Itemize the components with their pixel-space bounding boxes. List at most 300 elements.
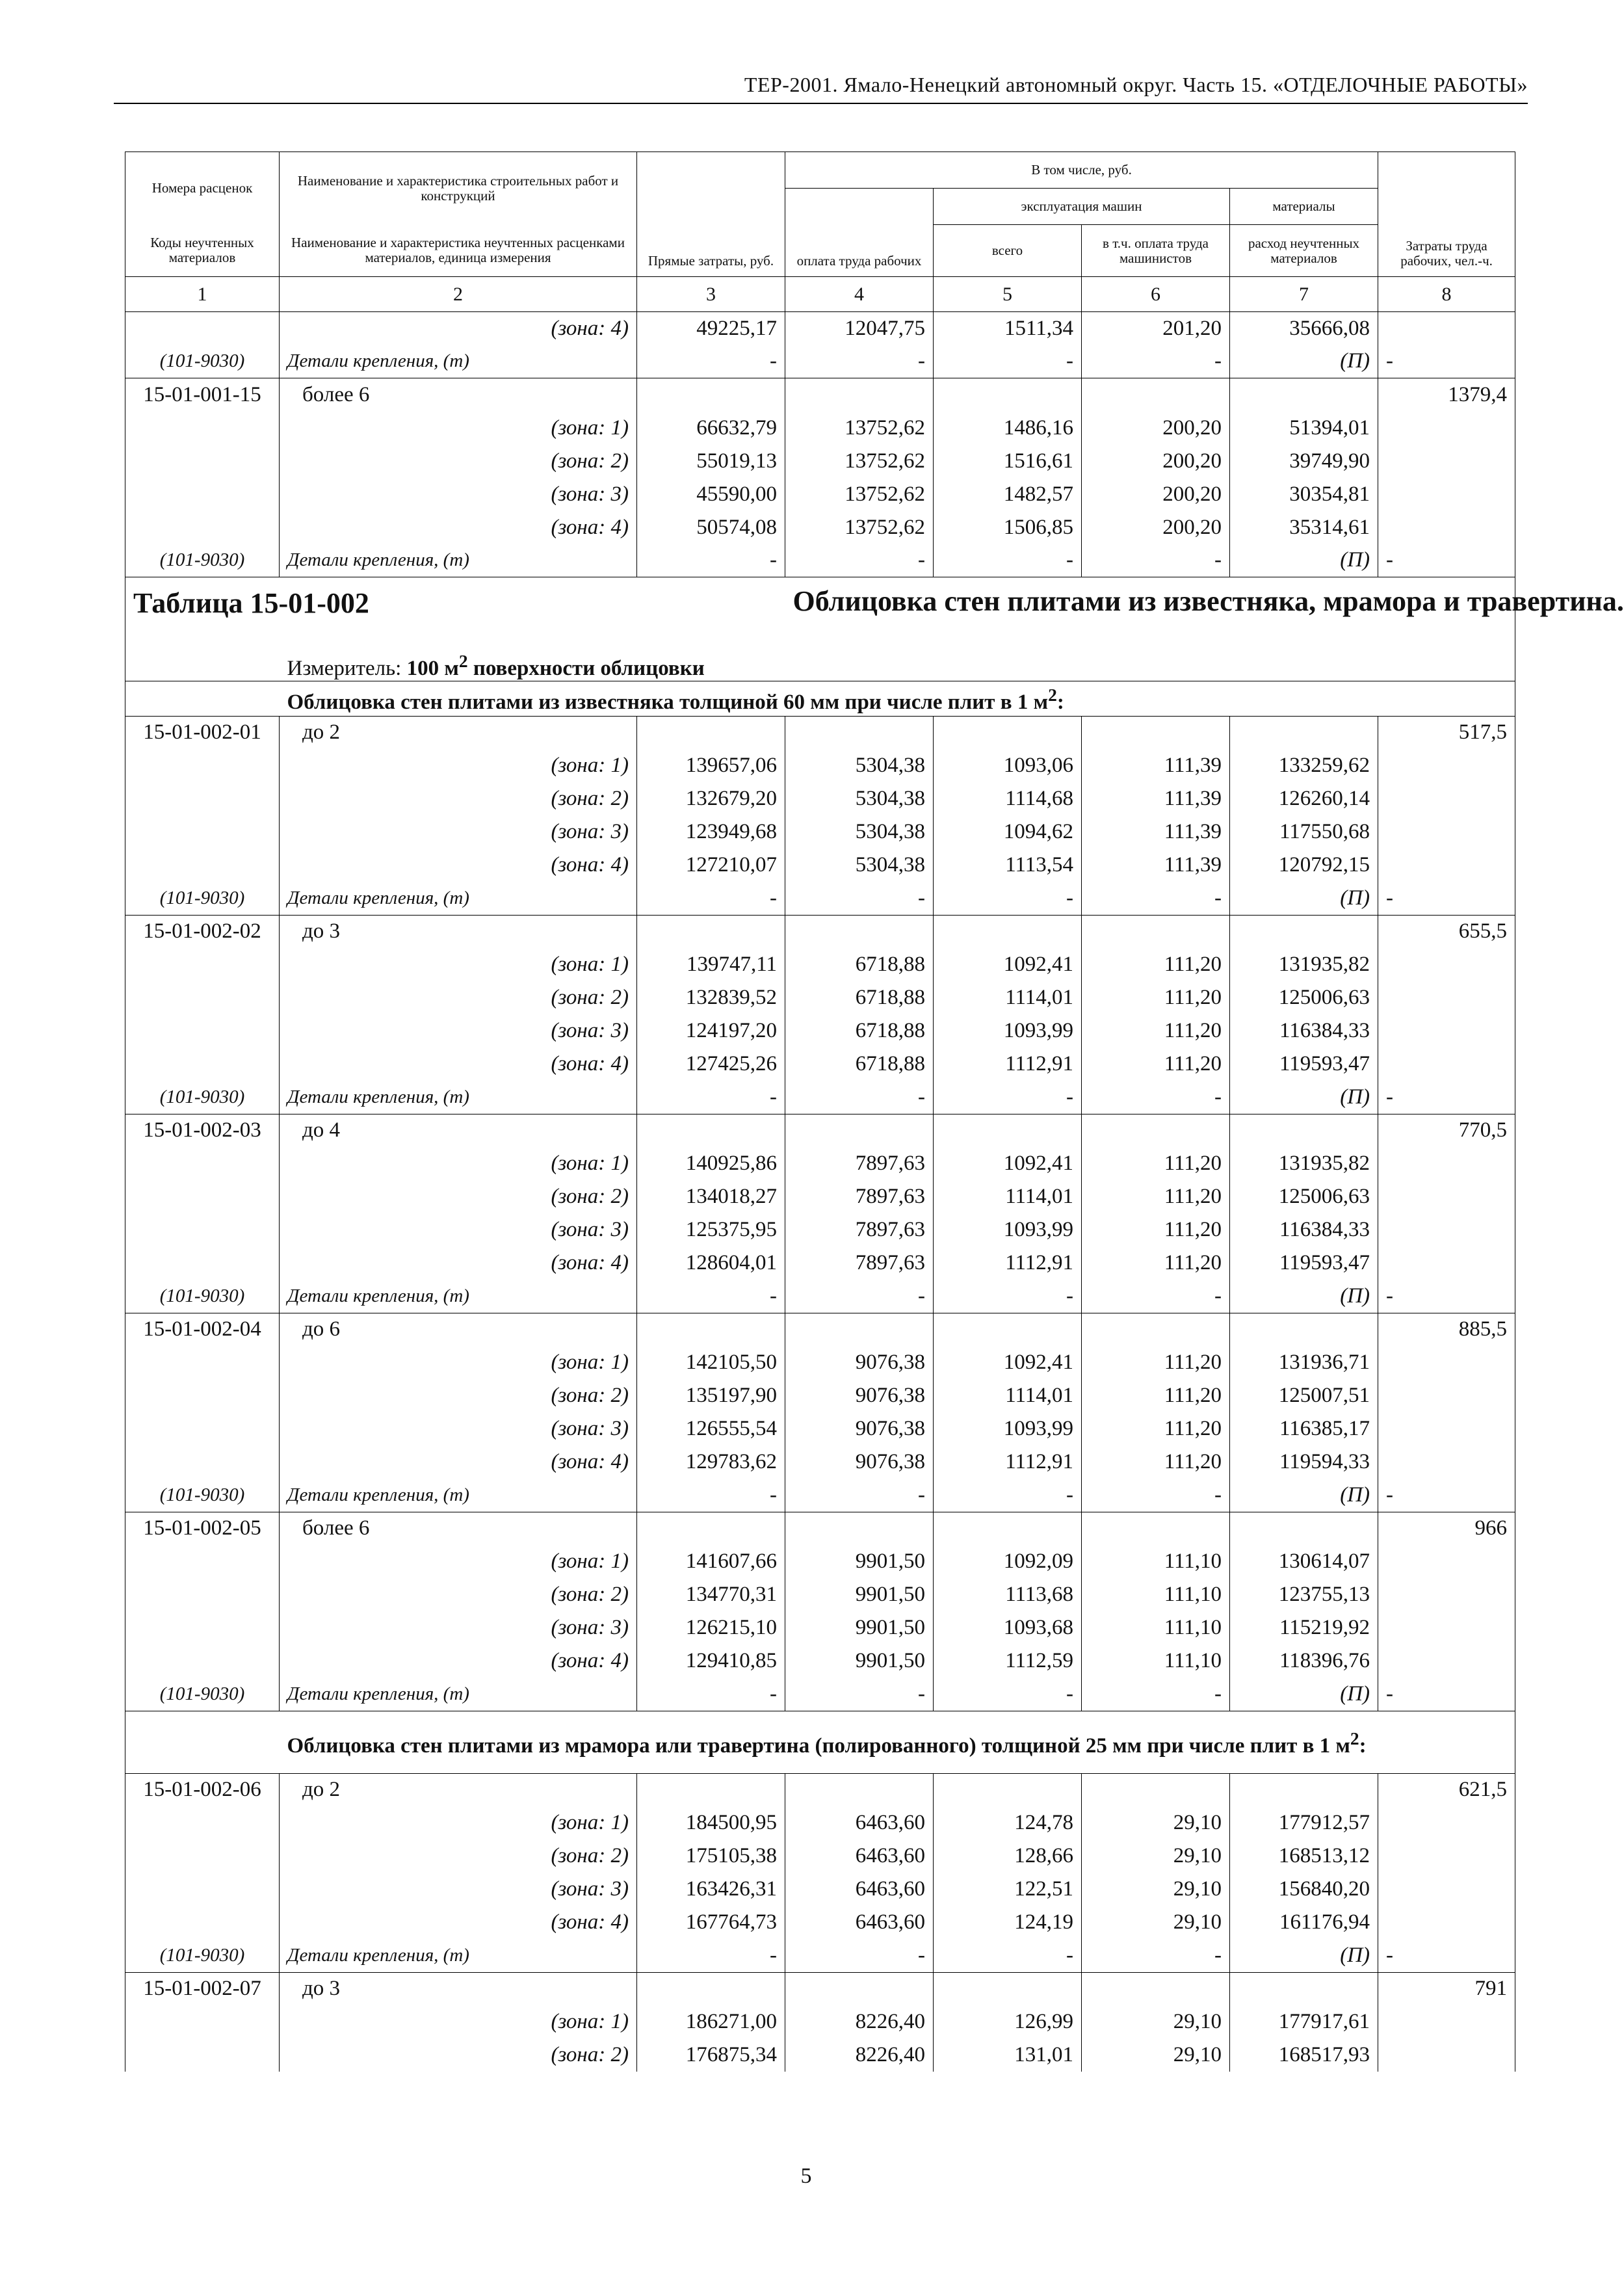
page-number: 5 [800, 2164, 812, 2188]
zone-row [125, 1578, 1515, 1611]
worker-pay-value: 6463,60 [785, 1906, 934, 1939]
worker-pay-value: 7897,63 [785, 1246, 934, 1280]
empty-code-cell [125, 2005, 280, 2038]
dash-value: - [934, 1678, 1082, 1711]
zone-row [125, 1048, 1515, 1081]
material-name: Детали крепления, (т) [280, 1081, 637, 1114]
col-header-work-name: Наименование и характеристика строительных работ и конструкций [280, 152, 637, 225]
zone-row [125, 1014, 1515, 1048]
dash-value: - [637, 882, 785, 915]
materials-value: 118396,76 [1230, 1644, 1378, 1678]
dash-value: - [637, 1479, 785, 1512]
col-header-material-codes: Коды неучтенных материалов [125, 225, 280, 277]
empty [785, 1512, 934, 1545]
operator-pay-value: 29,10 [1082, 1806, 1230, 1839]
machine-total-value: 1093,99 [934, 1412, 1082, 1445]
rate-code: 15-01-002-02 [125, 915, 280, 948]
materials-value: 116385,17 [1230, 1412, 1378, 1445]
unit-sup: 2 [458, 650, 468, 671]
materials-value: 177917,61 [1230, 2005, 1378, 2038]
materials-value: 126260,14 [1230, 782, 1378, 815]
machine-total-value: 1093,06 [934, 749, 1082, 782]
empty-code-cell [125, 1644, 280, 1678]
zone-label: (зона: 1) [280, 412, 637, 445]
machine-total-value: 1093,68 [934, 1611, 1082, 1644]
zone-label: (зона: 1) [280, 749, 637, 782]
rate-name: более 6 [280, 1512, 637, 1545]
direct-costs-value: 132679,20 [637, 782, 785, 815]
machine-total-value: 1093,99 [934, 1014, 1082, 1048]
machine-total-value: 1112,91 [934, 1445, 1082, 1479]
dash-value: - [1082, 1939, 1230, 1972]
machine-total-value: 122,51 [934, 1873, 1082, 1906]
empty [1082, 1114, 1230, 1147]
empty-code-cell [125, 1346, 280, 1379]
materials-value: 116384,33 [1230, 1014, 1378, 1048]
zone-row [125, 1180, 1515, 1213]
zone-label: (зона: 3) [280, 478, 637, 511]
dash-value: - [785, 1081, 934, 1114]
empty-labor-cell [1378, 1246, 1515, 1280]
worker-pay-value: 7897,63 [785, 1213, 934, 1246]
zone-row [125, 511, 1515, 544]
machine-total-value: 1094,62 [934, 815, 1082, 849]
zone-row [125, 1346, 1515, 1379]
worker-pay-value: 9901,50 [785, 1578, 934, 1611]
material-name: Детали крепления, (т) [280, 544, 637, 577]
materials-value: 177912,57 [1230, 1806, 1378, 1839]
empty-code-cell [125, 749, 280, 782]
zone-row [125, 445, 1515, 478]
empty-code-cell [125, 815, 280, 849]
empty-code-cell [125, 1048, 280, 1081]
dash-value: - [934, 1479, 1082, 1512]
rate-row [125, 1114, 1515, 1147]
machine-total-value: 1486,16 [934, 412, 1082, 445]
zone-row [125, 412, 1515, 445]
operator-pay-value: 29,10 [1082, 2005, 1230, 2038]
section-title: Облицовка стен плитами из мрамора или травертина (полированного) толщиной 25 мм при числе плит в 1 $м^2$: [280, 1711, 1515, 1773]
operator-pay-value: 29,10 [1082, 1839, 1230, 1873]
empty-labor-cell [1378, 2038, 1515, 2072]
rate-code: 15-01-002-06 [125, 1773, 280, 1806]
worker-pay-value: 9901,50 [785, 1545, 934, 1578]
materials-value: 35666,08 [1230, 312, 1378, 345]
material-row [125, 1081, 1515, 1114]
machine-total-value: 1114,68 [934, 782, 1082, 815]
empty-code-cell [125, 2038, 280, 2072]
header-rule [114, 103, 1528, 104]
machine-total-value: 1092,41 [934, 948, 1082, 981]
operator-pay-value: 111,10 [1082, 1545, 1230, 1578]
materials-value: 119593,47 [1230, 1246, 1378, 1280]
machine-total-value: 1511,34 [934, 312, 1082, 345]
operator-pay-value: 111,10 [1082, 1611, 1230, 1644]
dash-value: - [934, 1939, 1082, 1972]
direct-costs-value: 135197,90 [637, 1379, 785, 1412]
operator-pay-value: 111,20 [1082, 1445, 1230, 1479]
operator-pay-value: 111,39 [1082, 782, 1230, 815]
material-name: Детали крепления, (т) [280, 1678, 637, 1711]
material-p-marker: (П) [1230, 1081, 1378, 1114]
material-p-marker: (П) [1230, 882, 1378, 915]
empty [934, 1773, 1082, 1806]
materials-value: 117550,68 [1230, 815, 1378, 849]
section-row [125, 1711, 1515, 1773]
rate-name: до 4 [280, 1114, 637, 1147]
col-header-materials: материалы [1230, 189, 1378, 225]
empty-code-cell [125, 1906, 280, 1939]
zone-label: (зона: 3) [280, 815, 637, 849]
direct-costs-value: 163426,31 [637, 1873, 785, 1906]
empty-code-cell [125, 1412, 280, 1445]
worker-pay-value: 13752,62 [785, 412, 934, 445]
dash-value: - [785, 345, 934, 378]
worker-pay-value: 9901,50 [785, 1611, 934, 1644]
empty [785, 1972, 934, 2005]
empty [785, 378, 934, 412]
worker-pay-value: 7897,63 [785, 1180, 934, 1213]
material-code: (101-9030) [125, 1678, 280, 1711]
empty [934, 915, 1082, 948]
zone-row [125, 1906, 1515, 1939]
rate-name: до 2 [280, 716, 637, 749]
zone-row [125, 782, 1515, 815]
col-header-labor-costs: Затраты труда рабочих, чел.-ч. [1378, 152, 1515, 277]
material-row [125, 1678, 1515, 1711]
empty-labor-cell [1378, 412, 1515, 445]
labor-dash-value: - [1378, 1939, 1515, 1972]
zone-row [125, 1611, 1515, 1644]
zone-row [125, 1545, 1515, 1578]
rate-row [125, 1773, 1515, 1806]
material-code: (101-9030) [125, 1479, 280, 1512]
zone-row [125, 1213, 1515, 1246]
operator-pay-value: 111,20 [1082, 1379, 1230, 1412]
empty-code-cell [125, 981, 280, 1014]
empty [1230, 1773, 1378, 1806]
direct-costs-value: 139747,11 [637, 948, 785, 981]
machine-total-value: 1113,54 [934, 849, 1082, 882]
rate-row [125, 1512, 1515, 1545]
zone-label: (зона: 1) [280, 1545, 637, 1578]
operator-pay-value: 200,20 [1082, 445, 1230, 478]
worker-pay-value: 6463,60 [785, 1873, 934, 1906]
materials-value: 131936,71 [1230, 1346, 1378, 1379]
col-header-machine-total: всего [934, 225, 1082, 277]
rate-name: до 3 [280, 1972, 637, 2005]
direct-costs-value: 175105,38 [637, 1839, 785, 1873]
empty-labor-cell [1378, 749, 1515, 782]
operator-pay-value: 111,20 [1082, 948, 1230, 981]
material-p-marker: (П) [1230, 345, 1378, 378]
section-title: Облицовка стен плитами из известняка толщиной 60 мм при числе плит в 1 $м^2$: [280, 681, 1515, 716]
operator-pay-value: 29,10 [1082, 2038, 1230, 2072]
direct-costs-value: 124197,20 [637, 1014, 785, 1048]
operator-pay-value: 111,20 [1082, 1246, 1230, 1280]
material-p-marker: (П) [1230, 544, 1378, 577]
empty-labor-cell [1378, 312, 1515, 345]
worker-pay-value: 12047,75 [785, 312, 934, 345]
material-p-marker: (П) [1230, 1479, 1378, 1512]
zone-label: (зона: 4) [280, 312, 637, 345]
col-header-including: В том числе, руб. [785, 152, 1378, 189]
col-header-machine-operation: эксплуатация машин [934, 189, 1230, 225]
empty-labor-cell [1378, 1180, 1515, 1213]
col-header-rate-number: Номера расценок [125, 152, 280, 225]
materials-value: 35314,61 [1230, 511, 1378, 544]
materials-value: 156840,20 [1230, 1873, 1378, 1906]
rate-name: до 6 [280, 1313, 637, 1346]
operator-pay-value: 200,20 [1082, 412, 1230, 445]
empty-labor-cell [1378, 1906, 1515, 1939]
operator-pay-value: 111,20 [1082, 1147, 1230, 1180]
materials-value: 120792,15 [1230, 849, 1378, 882]
col-number-5: 5 [934, 277, 1082, 312]
operator-pay-value: 201,20 [1082, 312, 1230, 345]
machine-total-value: 124,19 [934, 1906, 1082, 1939]
direct-costs-value: 127425,26 [637, 1048, 785, 1081]
col-header-material-names: Наименование и характеристика неучтенных расценками материалов, единица измерения [280, 225, 637, 277]
direct-costs-value: 45590,00 [637, 478, 785, 511]
rate-name: до 3 [280, 915, 637, 948]
empty-labor-cell [1378, 2005, 1515, 2038]
machine-total-value: 1092,41 [934, 1147, 1082, 1180]
worker-pay-value: 6718,88 [785, 948, 934, 981]
material-p-marker: (П) [1230, 1280, 1378, 1313]
operator-pay-value: 29,10 [1082, 1906, 1230, 1939]
zone-row [125, 1644, 1515, 1678]
material-name: Детали крепления, (т) [280, 1479, 637, 1512]
empty [785, 1114, 934, 1147]
zone-row [125, 1379, 1515, 1412]
zone-row [125, 849, 1515, 882]
empty-labor-cell [1378, 948, 1515, 981]
material-name: Детали крепления, (т) [280, 345, 637, 378]
dash-value: - [1082, 1081, 1230, 1114]
direct-costs-value: 126555,54 [637, 1412, 785, 1445]
empty-labor-cell [1378, 981, 1515, 1014]
dash-value: - [637, 544, 785, 577]
operator-pay-value: 200,20 [1082, 478, 1230, 511]
empty [1230, 1972, 1378, 2005]
empty-code-cell [125, 478, 280, 511]
direct-costs-value: 184500,95 [637, 1806, 785, 1839]
zone-row [125, 2005, 1515, 2038]
empty-labor-cell [1378, 782, 1515, 815]
zone-label: (зона: 2) [280, 1379, 637, 1412]
worker-pay-value: 6718,88 [785, 1014, 934, 1048]
machine-total-value: 1516,61 [934, 445, 1082, 478]
material-p-marker: (П) [1230, 1678, 1378, 1711]
direct-costs-value: 142105,50 [637, 1346, 785, 1379]
direct-costs-value: 167764,73 [637, 1906, 785, 1939]
worker-pay-value: 13752,62 [785, 478, 934, 511]
material-row [125, 1280, 1515, 1313]
direct-costs-value: 66632,79 [637, 412, 785, 445]
dash-value: - [1082, 882, 1230, 915]
empty-code-cell [125, 511, 280, 544]
machine-total-value: 1482,57 [934, 478, 1082, 511]
labor-value: 1379,4 [1378, 378, 1515, 412]
zone-label: (зона: 4) [280, 1644, 637, 1678]
materials-value: 123755,13 [1230, 1578, 1378, 1611]
worker-pay-value: 8226,40 [785, 2038, 934, 2072]
rate-code: 15-01-002-01 [125, 716, 280, 749]
direct-costs-value: 134018,27 [637, 1180, 785, 1213]
worker-pay-value: 6718,88 [785, 981, 934, 1014]
materials-value: 125006,63 [1230, 981, 1378, 1014]
empty [637, 915, 785, 948]
zone-row [125, 478, 1515, 511]
labor-dash-value: - [1378, 345, 1515, 378]
zone-row [125, 2038, 1515, 2072]
empty-labor-cell [1378, 1213, 1515, 1246]
empty-labor-cell [1378, 1445, 1515, 1479]
machine-total-value: 1092,09 [934, 1545, 1082, 1578]
operator-pay-value: 200,20 [1082, 511, 1230, 544]
zone-label: (зона: 2) [280, 445, 637, 478]
materials-value: 119594,33 [1230, 1445, 1378, 1479]
materials-value: 125007,51 [1230, 1379, 1378, 1412]
worker-pay-value: 9076,38 [785, 1379, 934, 1412]
machine-total-value: 1114,01 [934, 1180, 1082, 1213]
unit-line [280, 651, 1515, 681]
zone-label: (зона: 4) [280, 511, 637, 544]
machine-total-value: 1112,59 [934, 1644, 1082, 1678]
direct-costs-value: 123949,68 [637, 815, 785, 849]
empty [934, 1313, 1082, 1346]
col-header-worker-pay: оплата труда рабочих [785, 189, 934, 277]
empty [934, 1114, 1082, 1147]
zone-label: (зона: 2) [280, 1578, 637, 1611]
direct-costs-value: 132839,52 [637, 981, 785, 1014]
empty [785, 1313, 934, 1346]
zone-row [125, 981, 1515, 1014]
col-number-7: 7 [1230, 277, 1378, 312]
direct-costs-value: 50574,08 [637, 511, 785, 544]
zone-label: (зона: 3) [280, 1213, 637, 1246]
empty-code-cell [125, 1806, 280, 1839]
zone-label: (зона: 4) [280, 1445, 637, 1479]
empty [1082, 378, 1230, 412]
empty-labor-cell [1378, 1014, 1515, 1048]
labor-dash-value: - [1378, 882, 1515, 915]
material-code: (101-9030) [125, 544, 280, 577]
empty [1082, 1773, 1230, 1806]
rate-name: до 2 [280, 1773, 637, 1806]
machine-total-value: 128,66 [934, 1839, 1082, 1873]
machine-total-value: 1506,85 [934, 511, 1082, 544]
operator-pay-value: 111,20 [1082, 1412, 1230, 1445]
zone-label: (зона: 1) [280, 1147, 637, 1180]
direct-costs-value: 140925,86 [637, 1147, 785, 1180]
unit-rest: поверхности облицовки [467, 656, 705, 680]
machine-total-value: 1114,01 [934, 981, 1082, 1014]
empty [934, 1972, 1082, 2005]
empty-code-cell [125, 1014, 280, 1048]
empty [785, 716, 934, 749]
materials-value: 130614,07 [1230, 1545, 1378, 1578]
empty [1230, 1512, 1378, 1545]
empty-labor-cell [1378, 1545, 1515, 1578]
col-number-6: 6 [1082, 277, 1230, 312]
zone-row [125, 1412, 1515, 1445]
empty-labor-cell [1378, 1806, 1515, 1839]
table-title-row [125, 577, 1515, 651]
rate-code: 15-01-001-15 [125, 378, 280, 412]
empty [637, 1114, 785, 1147]
operator-pay-value: 111,20 [1082, 1014, 1230, 1048]
dash-value: - [785, 882, 934, 915]
materials-value: 116384,33 [1230, 1213, 1378, 1246]
page-header-title: ТЕР-2001. Ямало-Ненецкий автономный округ. Часть 15. «ОТДЕЛОЧНЫЕ РАБОТЫ» [744, 73, 1528, 96]
materials-value: 168513,12 [1230, 1839, 1378, 1873]
col-header-direct-costs: Прямые затраты, руб. [637, 152, 785, 277]
labor-value: 655,5 [1378, 915, 1515, 948]
empty-labor-cell [1378, 511, 1515, 544]
zone-label: (зона: 1) [280, 1806, 637, 1839]
rates-table [125, 152, 1624, 2072]
worker-pay-value: 5304,38 [785, 782, 934, 815]
dash-value: - [1082, 544, 1230, 577]
machine-total-value: 1093,99 [934, 1213, 1082, 1246]
empty [934, 1512, 1082, 1545]
zone-label: (зона: 4) [280, 1048, 637, 1081]
material-name: Детали крепления, (т) [280, 1939, 637, 1972]
labor-value: 770,5 [1378, 1114, 1515, 1147]
worker-pay-value: 9076,38 [785, 1445, 934, 1479]
machine-total-value: 1092,41 [934, 1346, 1082, 1379]
worker-pay-value: 6718,88 [785, 1048, 934, 1081]
direct-costs-value: 55019,13 [637, 445, 785, 478]
labor-dash-value: - [1378, 1081, 1515, 1114]
zone-row [125, 1839, 1515, 1873]
dash-value: - [934, 544, 1082, 577]
empty-code-cell [125, 412, 280, 445]
machine-total-value: 126,99 [934, 2005, 1082, 2038]
worker-pay-value: 8226,40 [785, 2005, 934, 2038]
table-caption: Таблица 15-01-002 [125, 577, 785, 651]
zone-label: (зона: 1) [280, 2005, 637, 2038]
empty [637, 1313, 785, 1346]
operator-pay-value: 111,20 [1082, 1048, 1230, 1081]
direct-costs-value: 129410,85 [637, 1644, 785, 1678]
dash-value: - [934, 1081, 1082, 1114]
worker-pay-value: 9076,38 [785, 1412, 934, 1445]
operator-pay-value: 111,20 [1082, 1346, 1230, 1379]
empty [1082, 716, 1230, 749]
materials-value: 125006,63 [1230, 1180, 1378, 1213]
rate-row [125, 378, 1515, 412]
empty-labor-cell [1378, 1873, 1515, 1906]
materials-value: 39749,90 [1230, 445, 1378, 478]
empty-code-cell [125, 1839, 280, 1873]
dash-value: - [637, 345, 785, 378]
dash-value: - [934, 345, 1082, 378]
dash-value: - [785, 1939, 934, 1972]
rate-code: 15-01-002-07 [125, 1972, 280, 2005]
col-header-operator-pay: в т.ч. оплата труда машинистов [1082, 225, 1230, 277]
rate-row [125, 716, 1515, 749]
materials-value: 161176,94 [1230, 1906, 1378, 1939]
empty-labor-cell [1378, 1346, 1515, 1379]
material-row [125, 882, 1515, 915]
direct-costs-value: 141607,66 [637, 1545, 785, 1578]
empty [637, 1972, 785, 2005]
zone-label: (зона: 4) [280, 1246, 637, 1280]
worker-pay-value: 5304,38 [785, 749, 934, 782]
